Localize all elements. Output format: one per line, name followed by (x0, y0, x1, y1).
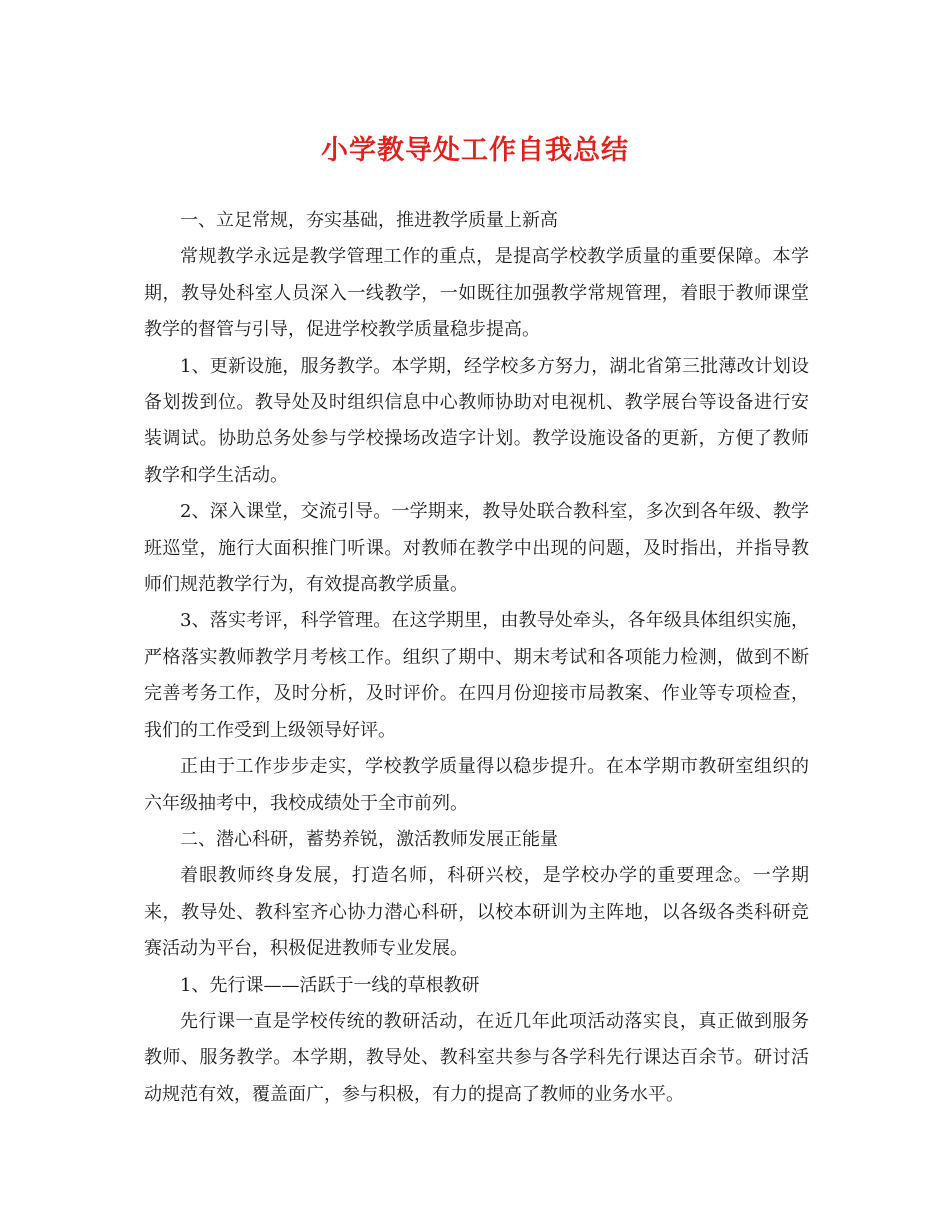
paragraph: 先行课一直是学校传统的教研活动，在近几年此项活动落实良，真正做到服务教师、服务教学。本学期，教导处、教科室共参与各学科先行课达百余节。研讨活动规范有效，覆盖面广，参与积极，有力的提高了教师的业务水平。 (144, 1010, 809, 1105)
section-heading-1: 一、立足常规，夯实基础，推进教学质量上新高 (180, 210, 558, 231)
section-heading-2: 二、潜心科研，蓄势养锐，激活教师发展正能量 (180, 828, 558, 850)
paragraph: 2、深入课堂，交流引导。一学期来，教导处联合教科室，多次到各年级、教学班巡堂，施行大面积推门听课。对教师在教学中出现的问题，及时指出，并指导教师们规范教学行为，有效提高教学质量。 (144, 501, 809, 596)
paragraph: 3、落实考评，科学管理。在这学期里，由教导处牵头，各年级具体组织实施，严格落实教师教学月考核工作。组织了期中、期末考试和各项能力检测，做到不断完善考务工作，及时分析，及时评价。在四月份迎接市局教案、作业等专项检查，我们的工作受到上级领导好评。 (144, 610, 809, 741)
document-title: 小学教导处工作自我总结 (321, 135, 629, 166)
paragraph: 正由于工作步步走实，学校教学质量得以稳步提升。在本学期市教研室组织的六年级抽考中，我校成绩处于全市前列。 (144, 756, 809, 814)
paragraph: 1、更新设施，服务教学。本学期，经学校多方努力，湖北省第三批薄改计划设备划拨到位。教导处及时组织信息中心教师协助对电视机、教学展台等设备进行安装调试。协助总务处参与学校操场改造字计划。教学设施设备的更新，方便了教师教学和学生活动。 (144, 355, 809, 486)
paragraph: 常规教学永远是教学管理工作的重点，是提高学校教学质量的重要保障。本学期，教导处科室人员深入一线教学，一如既往加强教学常规管理，着眼于教师课堂教学的督管与引导，促进学校教学质量稳步提高。 (144, 246, 809, 341)
paragraph: 着眼教师终身发展，打造名师，科研兴校，是学校办学的重要理念。一学期来，教导处、教科室齐心协力潜心科研，以校本研训为主阵地，以各级各类科研竞赛活动为平台，积极促进教师专业发展。 (144, 865, 809, 960)
subsection-heading: 1、先行课——活跃于一线的草根教研 (180, 974, 480, 996)
document-body (144, 203, 809, 1113)
